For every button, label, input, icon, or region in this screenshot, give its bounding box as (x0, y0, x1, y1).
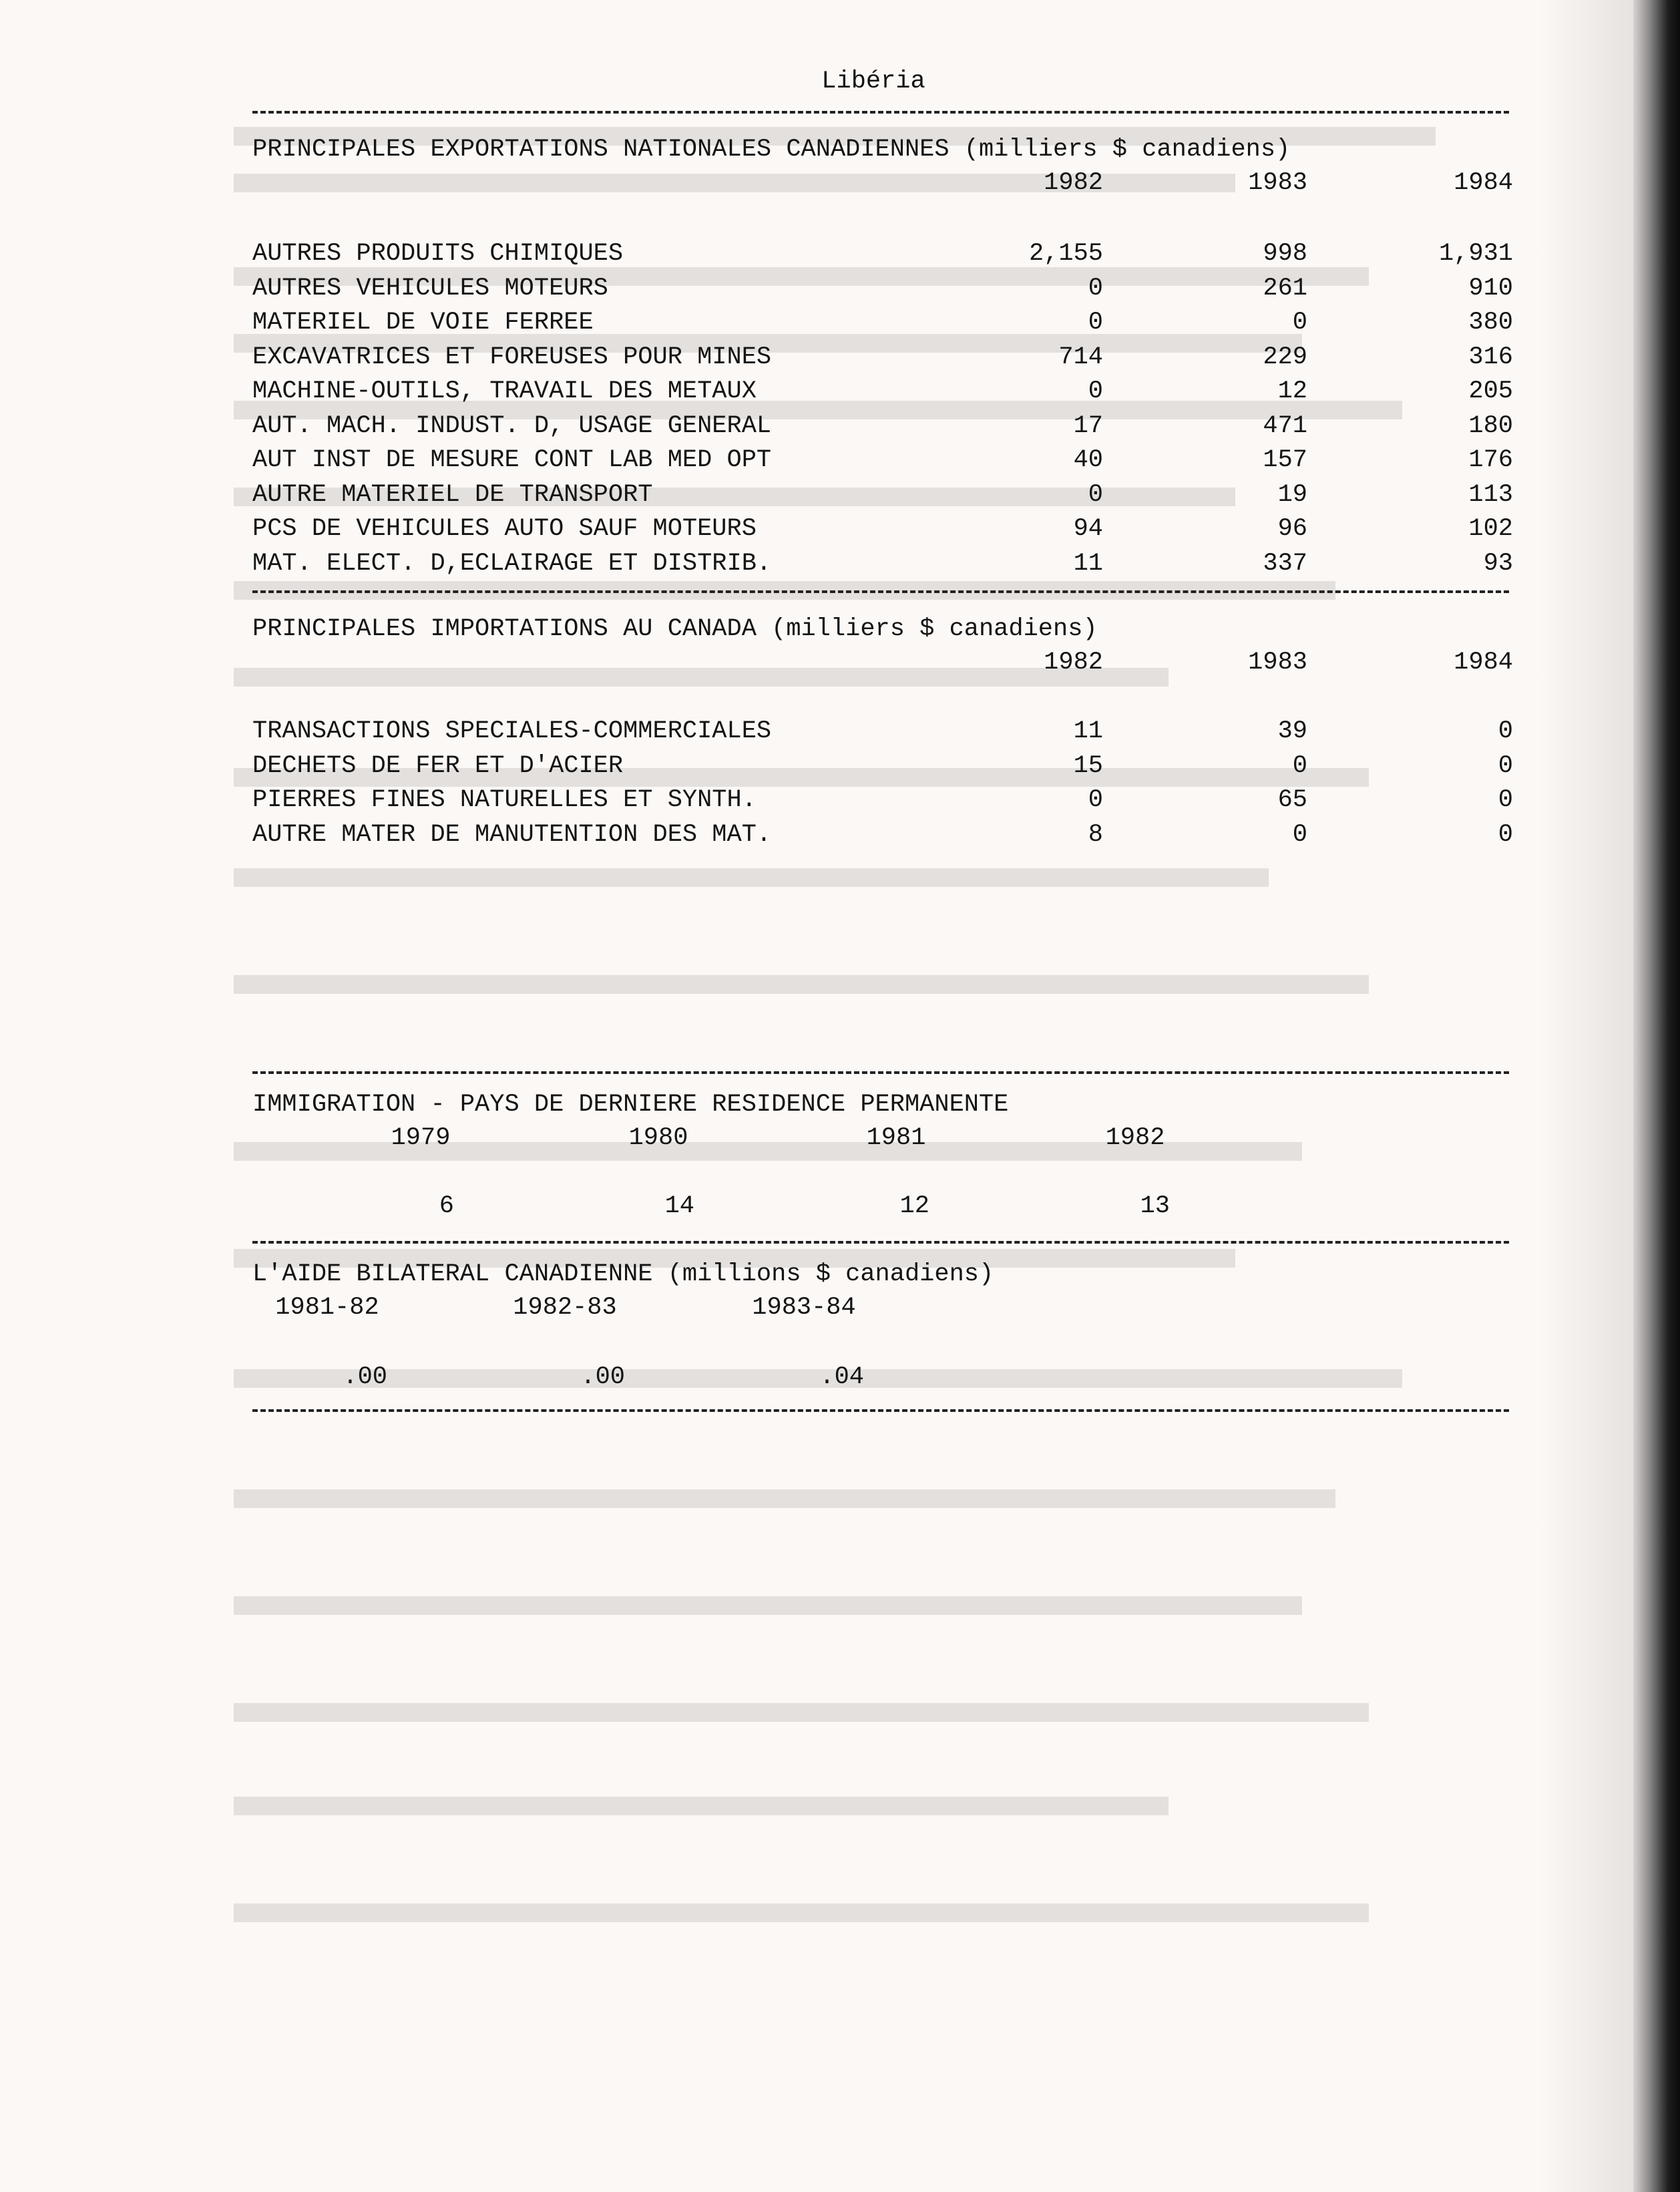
row-label: PCS DE VEHICULES AUTO SAUF MOTEURS (252, 515, 757, 543)
exports-year-3: 1984 (1454, 169, 1513, 197)
divider (252, 1071, 1509, 1074)
row-value-1983: 0 (1292, 752, 1307, 780)
immigration-year-4: 1982 (1105, 1124, 1165, 1152)
row-value-1984: 102 (1468, 515, 1513, 543)
page-fold-shadow (1540, 0, 1633, 2192)
row-value-1984: 0 (1498, 717, 1513, 745)
imports-heading: PRINCIPALES IMPORTATIONS AU CANADA (milliers $ canadiens) (252, 615, 1098, 643)
row-value-1984: 1,931 (1438, 240, 1513, 268)
row-value-1984: 910 (1468, 275, 1513, 303)
immigration-heading: IMMIGRATION - PAYS DE DERNIERE RESIDENCE PERMANENTE (252, 1091, 1009, 1119)
row-label: AUTRES VEHICULES MOTEURS (252, 275, 608, 303)
row-value-1982: 0 (1088, 377, 1103, 405)
divider (252, 1241, 1509, 1244)
row-value-1982: 17 (1073, 412, 1103, 440)
row-value-1982: 0 (1088, 481, 1103, 509)
divider (252, 1409, 1509, 1412)
row-value-1983: 19 (1277, 481, 1307, 509)
immigration-value-3: 12 (899, 1192, 929, 1220)
row-value-1983: 12 (1277, 377, 1307, 405)
row-value-1984: 176 (1468, 446, 1513, 474)
row-label: MACHINE-OUTILS, TRAVAIL DES METAUX (252, 377, 757, 405)
aid-value-2: .00 (580, 1363, 625, 1391)
row-value-1982: 0 (1088, 275, 1103, 303)
row-label: AUTRE MATER DE MANUTENTION DES MAT. (252, 821, 772, 849)
row-label: AUT. MACH. INDUST. D, USAGE GENERAL (252, 412, 772, 440)
row-value-1983: 998 (1263, 240, 1307, 268)
aid-period-2: 1982-83 (513, 1294, 617, 1322)
immigration-value-2: 14 (664, 1192, 694, 1220)
row-value-1983: 229 (1263, 343, 1307, 371)
aid-value-3: .04 (819, 1363, 864, 1391)
imports-year-2: 1983 (1248, 649, 1307, 677)
row-value-1983: 65 (1277, 786, 1307, 814)
row-label: DECHETS DE FER ET D'ACIER (252, 752, 624, 780)
row-label: MAT. ELECT. D,ECLAIRAGE ET DISTRIB. (252, 550, 772, 578)
immigration-year-2: 1980 (628, 1124, 688, 1152)
row-value-1984: 93 (1483, 550, 1513, 578)
row-value-1984: 205 (1468, 377, 1513, 405)
divider (252, 590, 1509, 593)
row-value-1984: 316 (1468, 343, 1513, 371)
immigration-year-3: 1981 (866, 1124, 926, 1152)
immigration-value-1: 6 (439, 1192, 454, 1220)
aid-period-3: 1983-84 (752, 1294, 856, 1322)
aid-value-1: .00 (343, 1363, 387, 1391)
row-label: AUT INST DE MESURE CONT LAB MED OPT (252, 446, 772, 474)
exports-heading: PRINCIPALES EXPORTATIONS NATIONALES CANADIENNES (milliers $ canadiens) (252, 136, 1291, 164)
row-value-1982: 15 (1073, 752, 1103, 780)
row-value-1984: 0 (1498, 821, 1513, 849)
row-value-1983: 471 (1263, 412, 1307, 440)
row-value-1983: 261 (1263, 275, 1307, 303)
row-value-1982: 714 (1058, 343, 1103, 371)
row-value-1983: 96 (1277, 515, 1307, 543)
row-value-1983: 39 (1277, 717, 1307, 745)
immigration-year-1: 1979 (391, 1124, 451, 1152)
row-label: TRANSACTIONS SPECIALES-COMMERCIALES (252, 717, 772, 745)
row-value-1982: 2,155 (1028, 240, 1103, 268)
row-value-1982: 0 (1088, 309, 1103, 337)
row-value-1984: 180 (1468, 412, 1513, 440)
page-edge-binding (1633, 0, 1680, 2192)
row-value-1983: 337 (1263, 550, 1307, 578)
row-label: PIERRES FINES NATURELLES ET SYNTH. (252, 786, 757, 814)
exports-year-2: 1983 (1248, 169, 1307, 197)
row-value-1982: 8 (1088, 821, 1103, 849)
row-label: AUTRE MATERIEL DE TRANSPORT (252, 481, 653, 509)
row-label: AUTRES PRODUITS CHIMIQUES (252, 240, 624, 268)
row-value-1982: 94 (1073, 515, 1103, 543)
aid-heading: L'AIDE BILATERAL CANADIENNE (millions $ canadiens) (252, 1260, 994, 1288)
row-value-1983: 0 (1292, 309, 1307, 337)
row-label: MATERIEL DE VOIE FERREE (252, 309, 594, 337)
imports-year-1: 1982 (1044, 649, 1103, 677)
row-value-1984: 380 (1468, 309, 1513, 337)
row-value-1982: 11 (1073, 550, 1103, 578)
row-value-1982: 11 (1073, 717, 1103, 745)
row-value-1984: 113 (1468, 481, 1513, 509)
immigration-value-4: 13 (1140, 1192, 1170, 1220)
row-value-1982: 40 (1073, 446, 1103, 474)
row-value-1983: 157 (1263, 446, 1307, 474)
row-label: EXCAVATRICES ET FOREUSES POUR MINES (252, 343, 772, 371)
divider (252, 111, 1509, 114)
row-value-1984: 0 (1498, 752, 1513, 780)
page-title: Libéria (821, 67, 925, 96)
row-value-1984: 0 (1498, 786, 1513, 814)
aid-period-1: 1981-82 (275, 1294, 379, 1322)
exports-year-1: 1982 (1044, 169, 1103, 197)
imports-year-3: 1984 (1454, 649, 1513, 677)
row-value-1983: 0 (1292, 821, 1307, 849)
row-value-1982: 0 (1088, 786, 1103, 814)
